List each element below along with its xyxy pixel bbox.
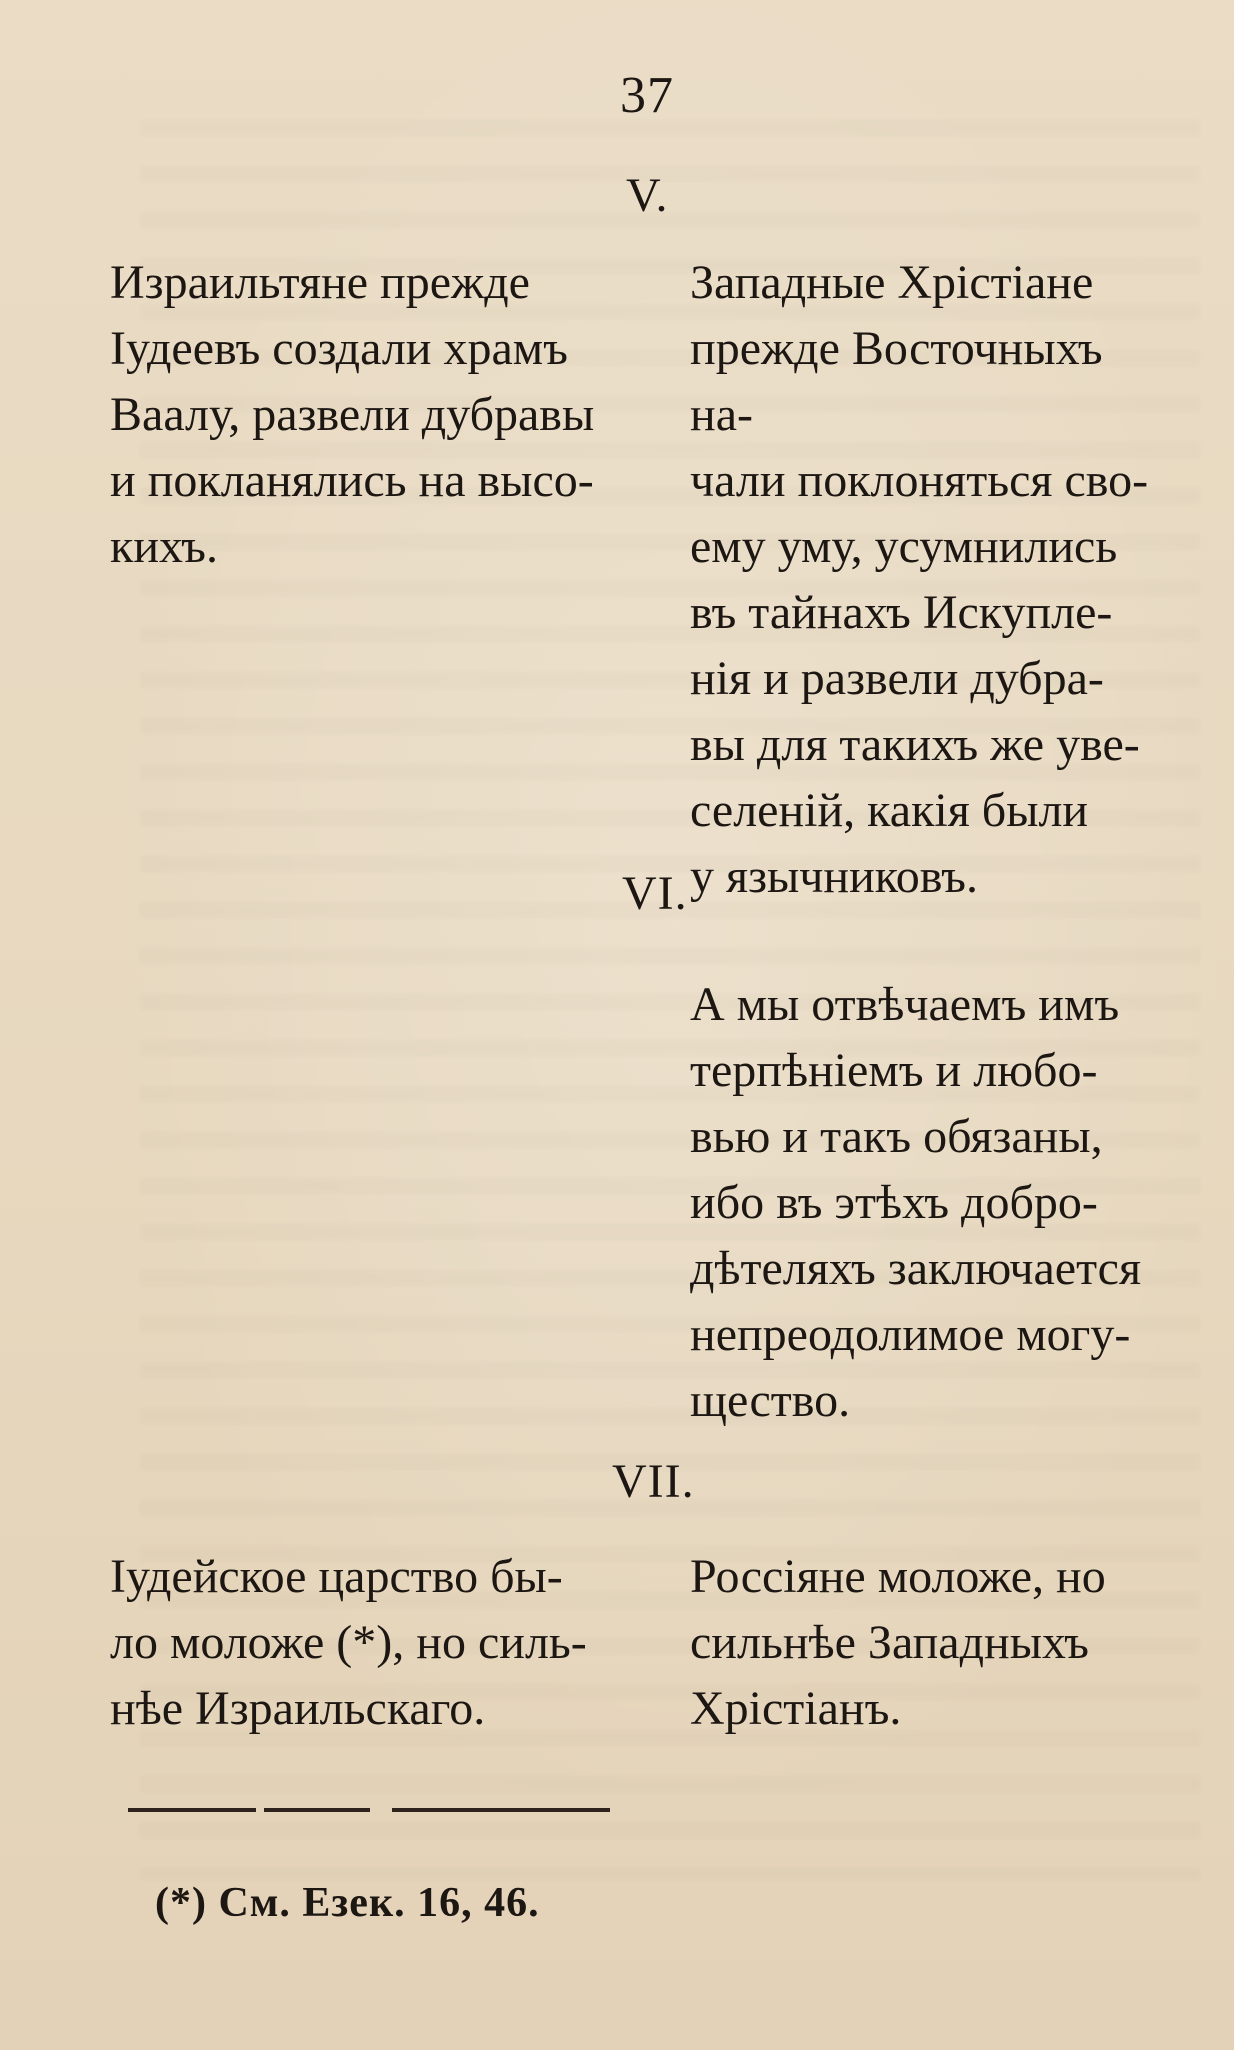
section-heading-vi: VI.: [622, 867, 688, 920]
section-vi-right-column: А мы отвѣчаемъ имъ терпѣнiемъ и любо- вью и такъ обязаны, ибо въ этѣхъ добро- дѣтеляхъ заключается непреодолимое могу- щество.: [690, 978, 1142, 1427]
section-vii-right-column: Россiяне моложе, но сильнѣе Западныхъ Хрістiанъ.: [690, 1550, 1106, 1735]
section-v-left-column: Израильтяне прежде Іудеевъ создали храмъ Ваалу, развели дубравы и покланялись на высо- кихъ.: [110, 256, 595, 573]
section-heading-v: V.: [626, 169, 669, 222]
footnote-separator-segment: [128, 1808, 256, 1812]
section-vii-left-column: Іудейское царство бы- ло моложе (*), но силь- нѣе Израильскаго.: [110, 1550, 587, 1735]
footnote: (*) См. Езек. 16, 46.: [155, 1880, 540, 1926]
section-v-right-column: Западные Хрістiане прежде Восточныхъ на- чали поклоняться сво- ему уму, усумнились въ тайнахъ Искупле- нiя и развели дубра- вы для такихъ же уве- селенiй, какiя были у язычниковъ.: [690, 256, 1149, 903]
page-number: 37: [620, 67, 674, 124]
section-heading-vii: VII.: [612, 1455, 695, 1508]
footnote-separator-segment: [264, 1808, 370, 1812]
footnote-separator-segment: [392, 1808, 610, 1812]
